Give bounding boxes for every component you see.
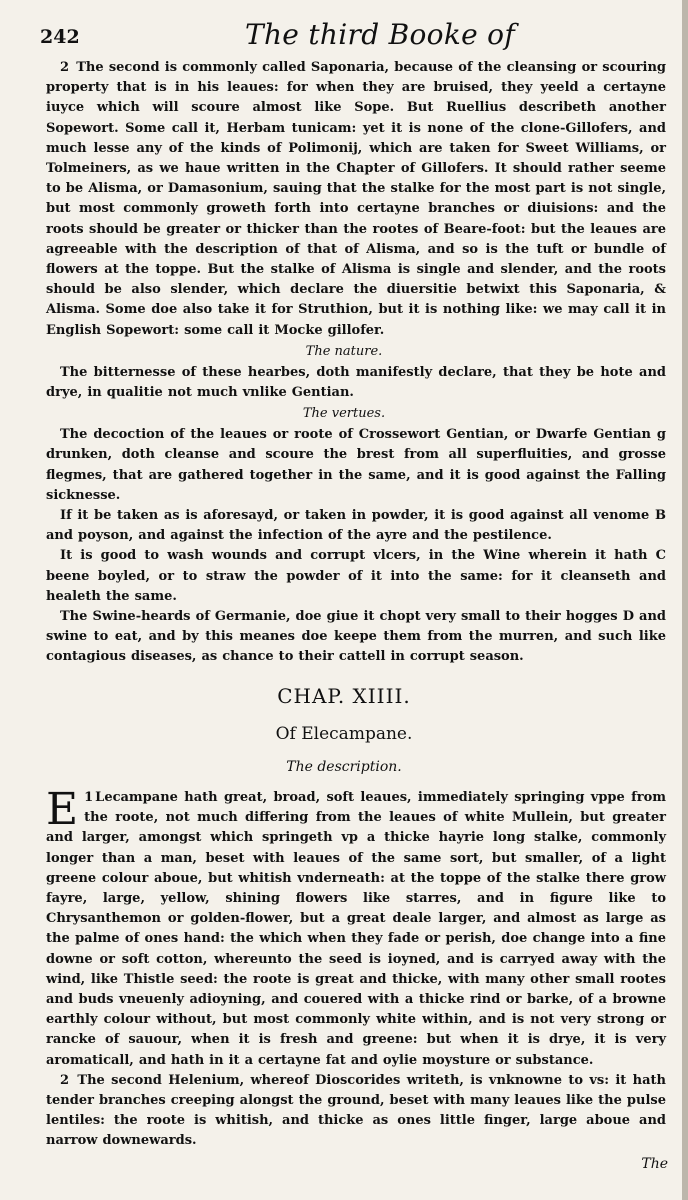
paragraph-number: 2 bbox=[60, 1072, 70, 1088]
paragraph-number: 1 bbox=[84, 790, 94, 805]
section-saponaria bbox=[0, 58, 688, 668]
heading-description: The description. bbox=[286, 759, 402, 775]
paragraph-text: The second Helenium, whereof Dioscorides writeth, is vnknowne to vs: it hath tender branches creeping alongst the ground, beset with many leaues like the pulse lentiles: the roote is whitish, and thicke as ones little finger, large aboue and narrow downewards. bbox=[46, 1072, 667, 1149]
chapter-subtitle: Of Elecampane. bbox=[275, 724, 413, 744]
paragraph-helenium bbox=[0, 1071, 688, 1152]
paragraph-elecampane-description bbox=[0, 784, 688, 1071]
section-elecampane bbox=[0, 678, 688, 1152]
paragraph-vertue-c: It is good to wash wounds and corrupt vlcers, in the Wine wherein it hath C beene boyled, or to straw the powder of it into the same: for it cleanseth and healeth the same. bbox=[46, 548, 666, 604]
paragraph-vertue-a: The decoction of the leaues or roote of Crossewort Gentian, or Dwarfe Gentian g drunken, doth cleanse and scoure the brest from all superfluities, and grosse flegmes, that are gathered together in the same, and it is good against the Falling sicknesse. bbox=[46, 427, 666, 503]
drop-cap: E bbox=[46, 784, 79, 835]
chapter-title: CHAP. XIIII. bbox=[277, 684, 411, 708]
paragraph-text: Lecampane hath great, broad, soft leaues, immediately springing vppe from the roote, not much differing from the leaues of white Mullein, but greater and larger, amongst which springeth vp a thicke hayrie long stalke, commonly longer than a man, beset with leaues of the same sort, but smaller, of a light greene colour aboue, but whitish vnderneath: at the toppe of the stalke there grow fayre, large, yellow, shining flowers like starres, and in figure like to Chrysanthemon or golden-flower, but a great deale larger, and almost as large as the palme of ones hand: the which when they fade or perish, doe change into a fine downe or soft cotton, whereunto the seed is ioyned, and is carryed away with the wind, like Thistle seed: the roote is great and thicke, with many other small rootes and buds vneuenly adioyning, and couered with a thicke rind or barke, of a browne earthly colour without, but most commonly white within, and is not very strong or rancke of sauour, when it is fresh and greene: but when it is drye, it is very aromaticall, and hath in it a certayne fat and oylie moysture or substance. bbox=[46, 790, 666, 1068]
paragraph-vertue-d: The Swine-heards of Germanie, doe giue it chopt very small to their hogges D and swine to eat, and by this meanes doe keepe them from the murren, and such like contagious diseases, as chance to their cattell in corrupt season. bbox=[46, 609, 666, 665]
heading-vertues: The vertues. bbox=[302, 406, 386, 422]
heading-nature: The nature. bbox=[305, 343, 383, 359]
paragraph-nature: The bitternesse of these hearbes, doth manifestly declare, that they be hote and drye, in qualitie not much vnlike Gentian. bbox=[46, 364, 666, 401]
paragraph-number: 2 bbox=[60, 60, 70, 75]
catchword: The bbox=[641, 1156, 668, 1172]
page-number: 242 bbox=[40, 26, 80, 48]
paragraph-vertue-b: If it be taken as is aforesayd, or taken in powder, it is good against all venome B and poyson, and against the infection of the ayre and the pestilence. bbox=[46, 508, 666, 544]
paragraph-text: The second is commonly called Saponaria, because of the cleansing or scouring property that is in his leaues: for when they are bruised, they yeeld a certayne iuyce which will scoure almost like Sope. But Ruellius describeth another Sopewort. Some call it, Herbam tunicam: yet it is none of the clone-Gillofers, and much lesse any of the kinds of Polimonij, which are taken for Sweet Williams, or Tolmeiners, as we haue written in the Chapter of Gillofers. It should rather seeme to be Alisma, or Damasonium, sauing that the stalke for the most part is not single, but most commonly groweth forth into certayne branches or diuisions: and the roots should be greater or thicker than the rootes of Beare-foot: but the leaues are agreeable with the description of that of Alisma, and so is the tuft or bundle of flowers at the toppe. But the stalke of Alisma is single and slender, and the roots should be also slender, which declare the diuersitie betwixt this Saponaria, & Alisma. Some doe also take it for Struthion, but it is nothing like: we may call it in English Sopewort: some call it Mocke gillofer. bbox=[46, 60, 666, 338]
paragraph-sopewort bbox=[0, 58, 688, 341]
running-head: The third Booke of bbox=[245, 18, 515, 51]
page-header bbox=[40, 14, 660, 54]
